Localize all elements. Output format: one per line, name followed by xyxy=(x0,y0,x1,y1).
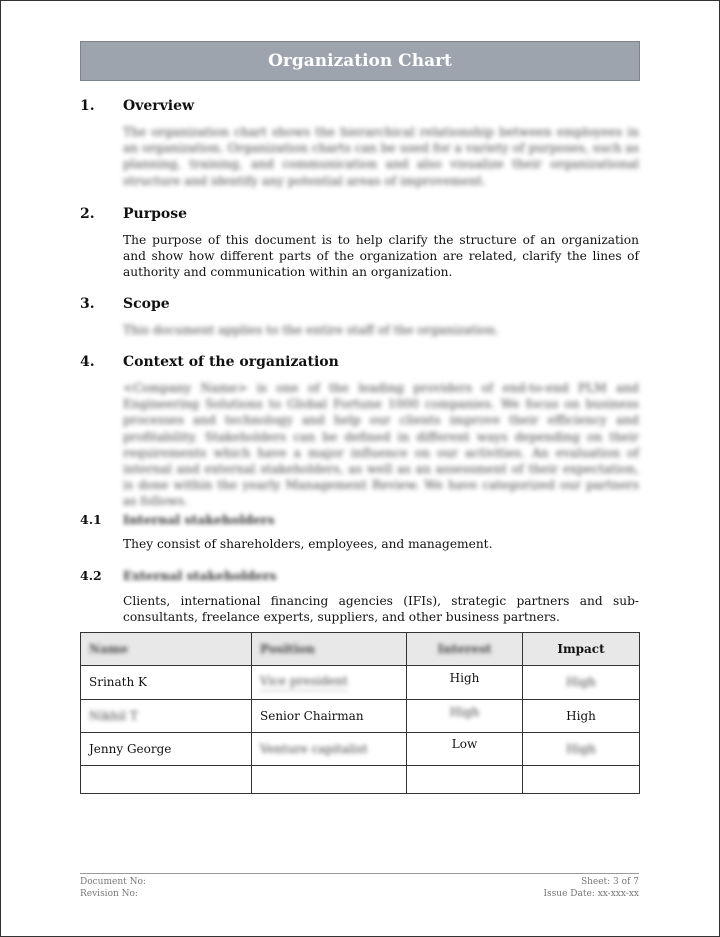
footer-left xyxy=(80,876,146,900)
cell-interest: High xyxy=(407,666,523,700)
header-name: Name xyxy=(81,633,252,666)
cell-interest: High xyxy=(407,699,523,733)
footer-right xyxy=(544,876,640,900)
overview-paragraph: The organization chart shows the hierarchical relationship between employees in an organization. Organization charts can be used for a variety of purposes, such as planning, training, and communication and also visualize their organizational structure and identify any potential areas of improvement. xyxy=(123,125,639,188)
cell-interest xyxy=(407,765,523,794)
section-number: 4. xyxy=(80,354,95,370)
subsection-number: 4.2 xyxy=(80,568,102,583)
subsection-number: 4.1 xyxy=(80,512,102,527)
table-header-row xyxy=(81,633,640,666)
page-title: Organization Chart xyxy=(80,41,640,81)
table-row xyxy=(81,699,640,733)
cell-position: Vice president xyxy=(252,666,407,700)
cell-name: Jenny George xyxy=(81,733,252,766)
external-stakeholders-paragraph: Clients, international financing agencies (IFIs), strategic partners and sub-consultants, freelance experts, suppliers, and other business partners. xyxy=(123,594,639,625)
header-position: Position xyxy=(252,633,407,666)
stakeholder-table xyxy=(80,632,639,794)
section-title-context: Context of the organization xyxy=(123,354,339,370)
cell-impact: High xyxy=(523,733,640,766)
revision-number-label: Revision No: xyxy=(80,889,138,899)
subsection-title-internal: Internal stakeholders xyxy=(123,512,275,527)
document-number-label: Document No: xyxy=(80,877,146,887)
internal-stakeholders-paragraph: They consist of shareholders, employees, and management. xyxy=(123,537,493,551)
cell-name: Nikhil T xyxy=(81,699,252,733)
cell-position: Venture capitalist xyxy=(252,733,407,766)
footer-divider xyxy=(80,873,639,874)
section-title-purpose: Purpose xyxy=(123,206,187,222)
header-interest: Interest xyxy=(407,633,523,666)
section-number: 1. xyxy=(80,98,95,114)
table-row xyxy=(81,733,640,766)
scope-paragraph: This document applies to the entire staff of the organization. xyxy=(123,323,499,337)
section-title-overview: Overview xyxy=(123,98,195,114)
table-row xyxy=(81,765,640,794)
cell-position: Senior Chairman xyxy=(252,699,407,733)
context-paragraph: <Company Name> is one of the leading providers of end-to-end PLM and Engineering Solutions to Global Fortune 1000 companies. We focus on business processes and technology and help our clients improve their efficiency and profitability. Stakeholders can be defined in different ways depending on their requirements which have a major influence on our activities. An evaluation of internal and external stakeholders, as well as an assessment of their expectation, is done within the yearly Management Review. We have categorized our partners as follows. xyxy=(123,381,639,509)
cell-position xyxy=(252,765,407,794)
cell-name: Srinath K xyxy=(81,666,252,700)
cell-interest: Low xyxy=(407,733,523,766)
purpose-paragraph: The purpose of this document is to help clarify the structure of an organization and show how different parts of the organization are related, clarify the lines of authority and communication within an organization. xyxy=(123,233,639,280)
cell-impact: High xyxy=(523,666,640,700)
table-row xyxy=(81,666,640,700)
issue-date-label: Issue Date: xx-xxx-xx xyxy=(543,889,639,899)
cell-impact xyxy=(523,765,640,794)
header-impact: Impact xyxy=(523,633,640,666)
sheet-label: Sheet: 3 of 7 xyxy=(580,877,639,887)
cell-impact: High xyxy=(523,699,640,733)
subsection-title-external: External stakeholders xyxy=(123,568,277,583)
cell-name xyxy=(81,765,252,794)
section-title-scope: Scope xyxy=(123,296,170,312)
section-number: 2. xyxy=(80,206,95,222)
section-number: 3. xyxy=(80,296,95,312)
